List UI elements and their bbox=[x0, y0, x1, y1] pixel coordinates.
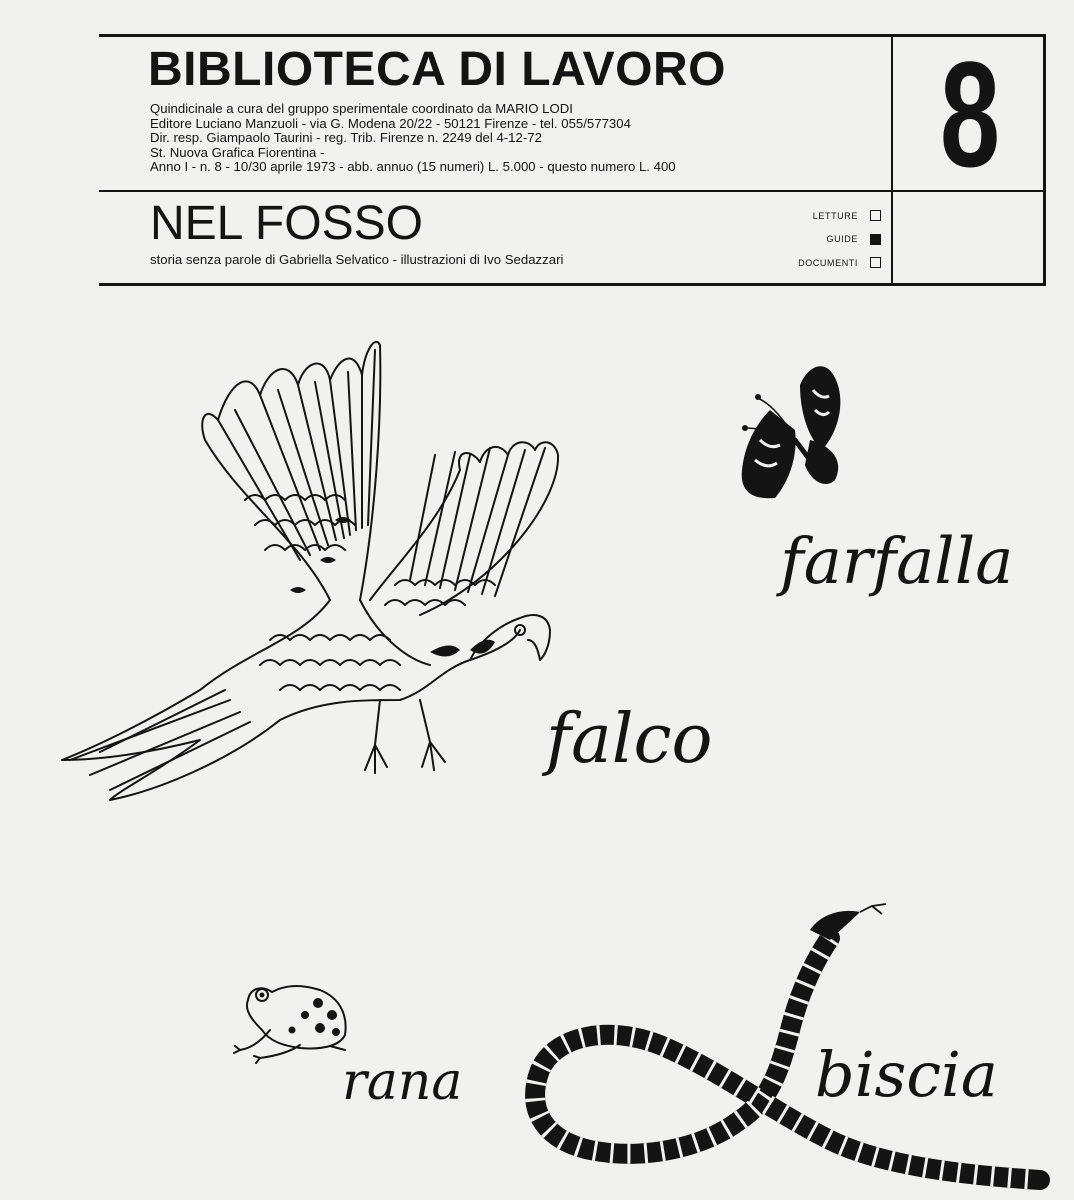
category-label: LETTURE bbox=[812, 210, 858, 221]
frog-drawing bbox=[234, 986, 346, 1063]
frog-spots bbox=[260, 993, 341, 1037]
label-farfalla: farfalla bbox=[780, 525, 1014, 599]
series-title: BIBLIOTECA DI LAVORO bbox=[148, 43, 726, 96]
imprint-line: Dir. resp. Giampaolo Taurini - reg. Trib. Firenze n. 2249 del 4-12-72 bbox=[150, 130, 542, 145]
label-rana: rana bbox=[342, 1052, 463, 1112]
category-label: DOCUMENTI bbox=[798, 257, 858, 268]
story-credit: storia senza parole di Gabriella Selvatico - illustrazioni di Ivo Sedazzari bbox=[150, 252, 564, 267]
imprint-line: Editore Luciano Manzuoli - via G. Modena 20/22 - 50121 Firenze - tel. 055/577304 bbox=[150, 115, 631, 131]
imprint-line: St. Nuova Grafica Fiorentina - bbox=[150, 144, 325, 160]
category-label: GUIDE bbox=[826, 234, 858, 245]
label-falco: falco bbox=[546, 700, 713, 779]
story-title: NEL FOSSO bbox=[150, 197, 423, 250]
imprint-line: Anno I - n. 8 - 10/30 aprile 1973 - abb. annuo (15 numeri) L. 5.000 - questo numero L. 400 bbox=[150, 159, 676, 174]
butterfly-drawing bbox=[742, 366, 841, 498]
imprint-line: Quindicinale a cura del gruppo sperimentale coordinato da MARIO LODI bbox=[150, 101, 573, 116]
label-biscia: biscia bbox=[815, 1038, 998, 1111]
issue-number: 8 bbox=[939, 30, 1001, 198]
falcon-drawing bbox=[62, 342, 558, 800]
